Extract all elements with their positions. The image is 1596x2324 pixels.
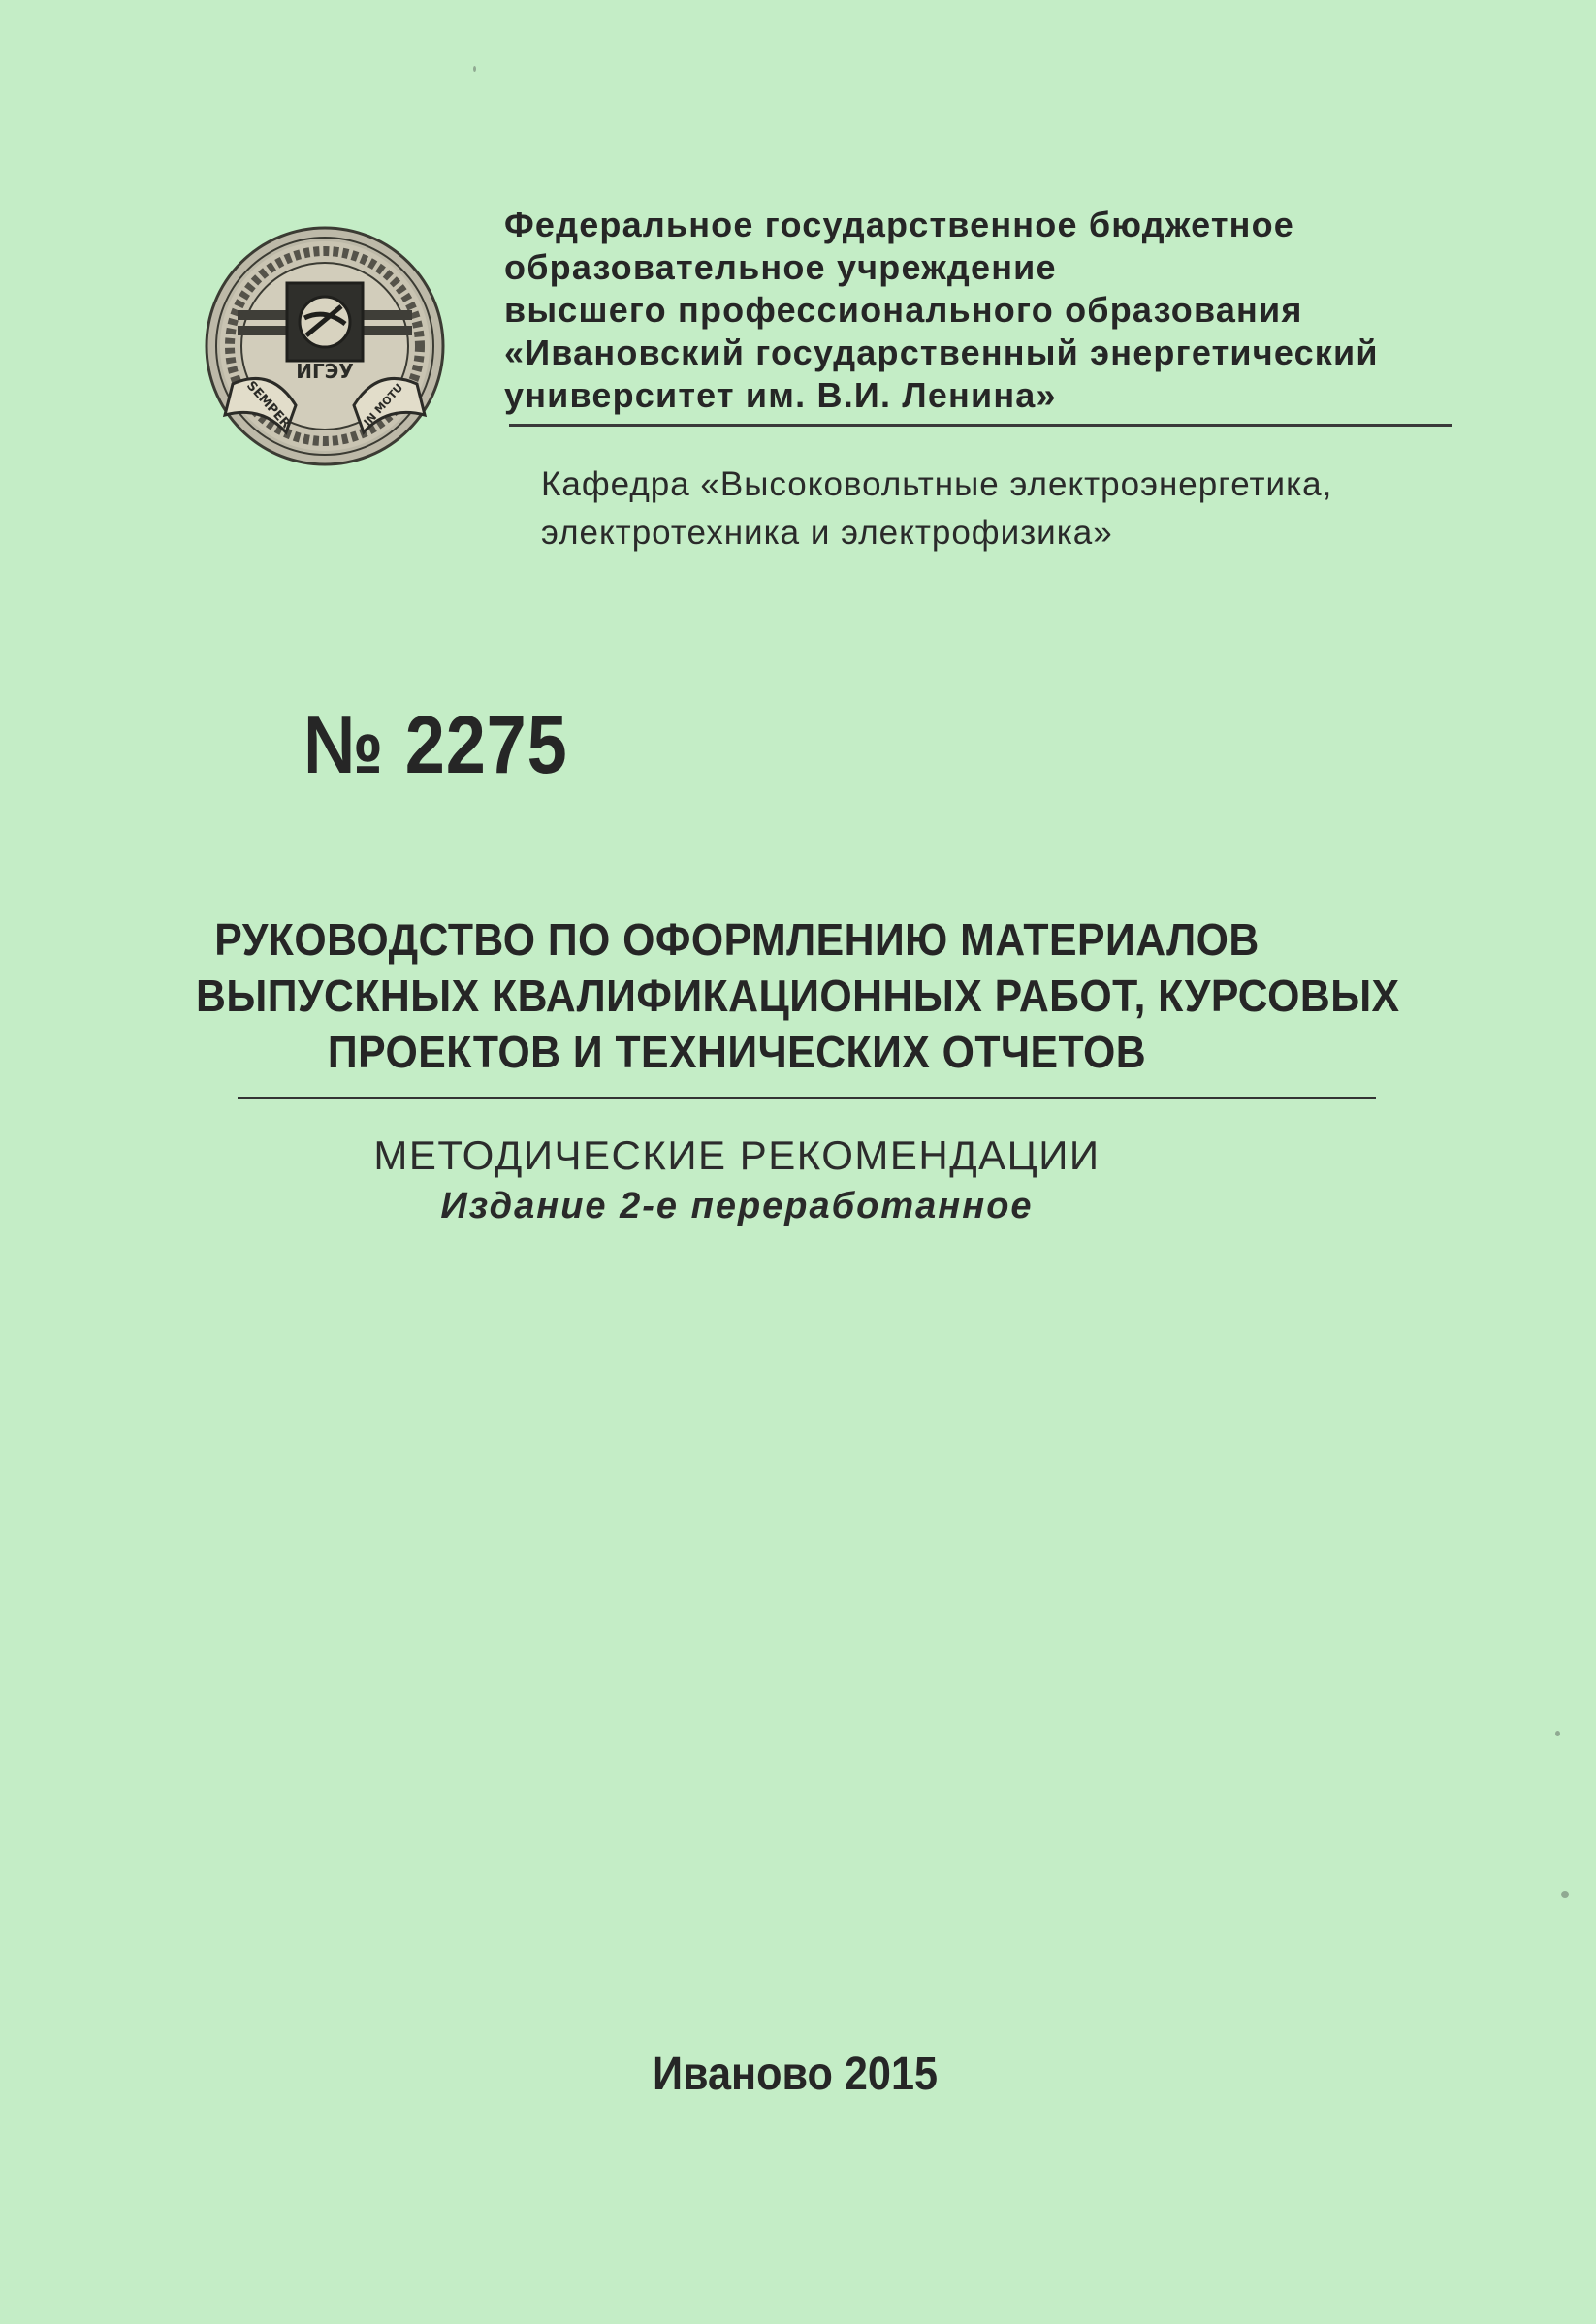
university-emblem-icon — [204, 221, 446, 471]
emblem-abbreviation: ИГЭУ — [296, 360, 354, 383]
edition-note: Издание 2-е переработанное — [440, 1186, 1034, 1226]
paper-speck — [1561, 1891, 1569, 1898]
document-subtitle: МЕТОДИЧЕСКИЕ РЕКОМЕНДАЦИИ — [373, 1132, 1101, 1178]
organization-line: образовательное учреждение — [504, 247, 1057, 287]
department-line: электротехника и электрофизика» — [541, 514, 1113, 552]
title-divider — [238, 1097, 1376, 1099]
department-name — [541, 461, 1472, 557]
organization-line: «Ивановский государственный энергетический — [504, 333, 1379, 372]
title-line: РУКОВОДСТВО ПО ОФОРМЛЕНИЮ МАТЕРИАЛОВ — [214, 914, 1260, 965]
organization-line: Федеральное государственное бюджетное — [504, 205, 1295, 244]
department-line: Кафедра «Высоковольтные электроэнергетика, — [541, 465, 1333, 503]
imprint-city-year: Иваново 2015 — [652, 2049, 939, 2100]
emblem-motto-right: IN MOTU — [361, 381, 406, 430]
organization-line: высшего профессионального образования — [504, 290, 1303, 330]
organization-divider — [509, 424, 1452, 427]
paper-speck — [473, 66, 476, 72]
document-number: № 2275 — [303, 699, 568, 790]
organization-line: университет им. В.И. Ленина» — [504, 375, 1057, 415]
title-line: ПРОЕКТОВ И ТЕХНИЧЕСКИХ ОТЧЕТОВ — [327, 1027, 1147, 1077]
emblem-motto-left: SEMPER — [243, 378, 294, 431]
title-line: ВЫПУСКНЫХ КВАЛИФИКАЦИОННЫХ РАБОТ, КУРСОВЫХ — [196, 971, 1400, 1021]
organization-name — [504, 204, 1474, 417]
paper-speck — [1555, 1731, 1560, 1736]
document-title — [155, 911, 1400, 1080]
